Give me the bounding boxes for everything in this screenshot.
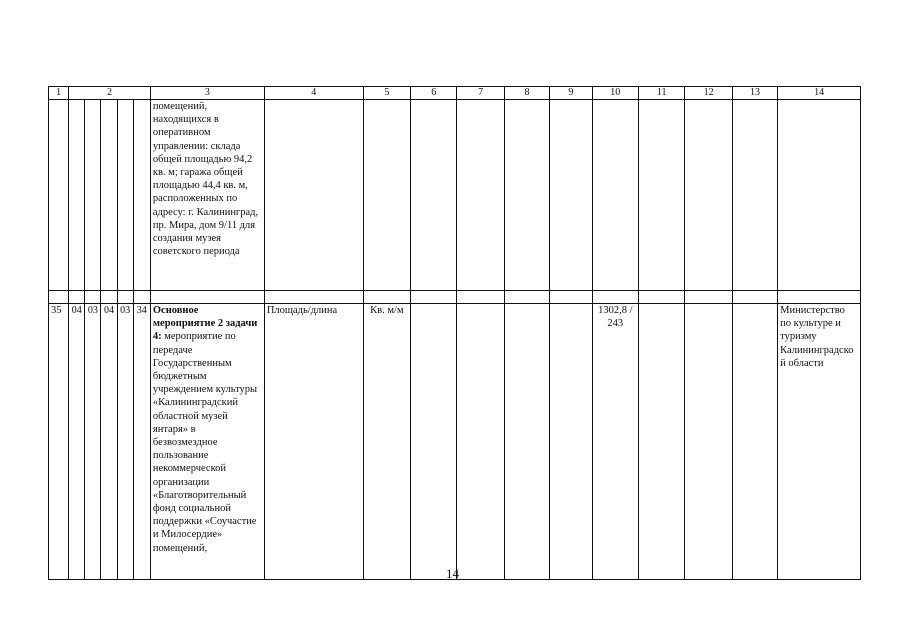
code-cell bbox=[133, 100, 150, 291]
header-cell: 13 bbox=[732, 87, 777, 100]
code-cell: 03 bbox=[117, 304, 133, 580]
header-row bbox=[49, 87, 861, 100]
header-cell: 1 bbox=[49, 87, 69, 100]
header-cell: 8 bbox=[504, 87, 549, 100]
code-cell: 34 bbox=[133, 304, 150, 580]
indicator-cell: Площадь/длина bbox=[264, 304, 363, 580]
document-table bbox=[48, 86, 861, 580]
value-cell bbox=[685, 304, 732, 580]
header-cell: 6 bbox=[411, 87, 457, 100]
code-cell bbox=[117, 100, 133, 291]
row-number-cell bbox=[49, 100, 69, 291]
code-cell bbox=[69, 100, 85, 291]
description-text: мероприятие по передаче Государственным бюджетным учреждением культуры «Калининградский областной музей янтаря» в безвозмездное пользование некоммерческой организации «Благотворительный фонд социальной поддержки «Соучастие и Милосердие» помещений, bbox=[152, 331, 258, 554]
header-cell: 4 bbox=[264, 87, 363, 100]
row-number-cell: 35 bbox=[49, 304, 69, 580]
value-cell: 1302,8 / 243 bbox=[592, 304, 638, 580]
description-bold: Основное мероприятие 2 задачи 4: bbox=[152, 305, 258, 343]
table-row bbox=[49, 100, 861, 291]
header-cell: 2 bbox=[69, 87, 151, 100]
header-cell: 9 bbox=[550, 87, 592, 100]
description-cell bbox=[150, 304, 264, 580]
code-cell bbox=[101, 100, 117, 291]
value-cell bbox=[732, 304, 777, 580]
unit-cell bbox=[363, 100, 410, 291]
responsible-cell bbox=[778, 100, 861, 291]
header-cell: 11 bbox=[638, 87, 684, 100]
unit-cell: Кв. м/м bbox=[363, 304, 410, 580]
description-cell bbox=[150, 100, 264, 291]
indicator-cell bbox=[264, 100, 363, 291]
code-cell bbox=[85, 100, 101, 291]
value-cell bbox=[592, 100, 638, 291]
description-text: помещений, находящихся в оперативном управлении: склада общей площадью 94,2 кв. м; гаража общей площадью 44,4 кв. м, расположенных по адресу: г. Калининград, пр. Мира, дом 9/11 для создания музея советского периода bbox=[152, 101, 259, 258]
value-cell bbox=[732, 100, 777, 291]
spacer-row bbox=[49, 291, 861, 304]
value-cell bbox=[638, 304, 684, 580]
header-cell: 12 bbox=[685, 87, 732, 100]
value-cell bbox=[457, 304, 504, 580]
responsible-cell: Министерство по культуре и туризму Калининградской области bbox=[778, 304, 861, 580]
code-cell: 03 bbox=[85, 304, 101, 580]
value-cell bbox=[457, 100, 504, 291]
value-cell bbox=[504, 100, 549, 291]
header-cell: 10 bbox=[592, 87, 638, 100]
value-cell bbox=[411, 304, 457, 580]
value-cell bbox=[411, 100, 457, 291]
header-cell: 7 bbox=[457, 87, 504, 100]
header-cell: 14 bbox=[778, 87, 861, 100]
page-number: 14 bbox=[446, 566, 459, 581]
value-cell bbox=[685, 100, 732, 291]
code-cell: 04 bbox=[101, 304, 117, 580]
value-cell bbox=[638, 100, 684, 291]
code-cell: 04 bbox=[69, 304, 85, 580]
value-cell bbox=[504, 304, 549, 580]
value-cell bbox=[550, 304, 592, 580]
value-cell bbox=[550, 100, 592, 291]
header-cell: 3 bbox=[150, 87, 264, 100]
table-row bbox=[49, 304, 861, 580]
header-cell: 5 bbox=[363, 87, 410, 100]
